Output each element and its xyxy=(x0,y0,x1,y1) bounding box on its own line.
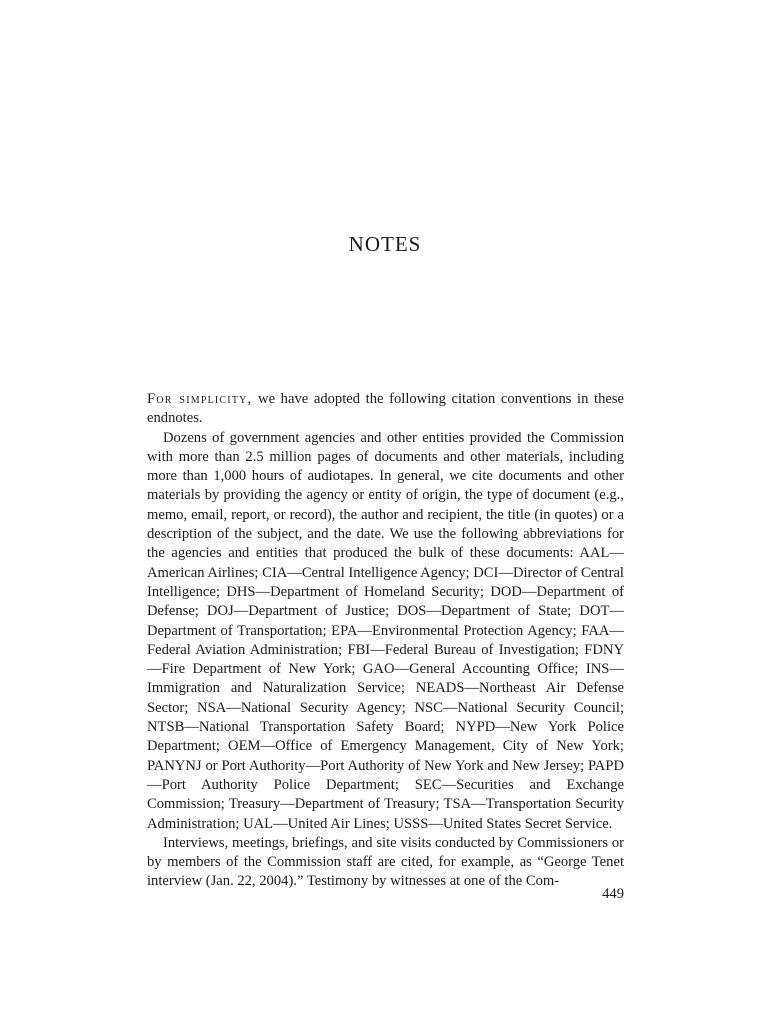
page-title: NOTES xyxy=(348,232,422,256)
lead-in-small-caps: For simplicity, xyxy=(147,391,253,407)
notes-body xyxy=(147,390,624,892)
intro-paragraph xyxy=(147,390,624,429)
page-number: 449 xyxy=(602,886,624,902)
abbreviations-paragraph: Dozens of government agencies and other entities provided the Commission with more than 2.5 million pages of documents and other materials, including more than 1,000 hours of audiotapes. In general, we cite documents and other materials by providing the agency or entity of origin, the type of document (e.g., memo, email, report, or record), the author and recipient, the title (in quotes) or a description of the subject, and the date. We use the following abbreviations for the agencies and entities that produced the bulk of these documents: AAL—American Airlines; CIA—Central Intelligence Agency; DCI—Director of Central Intelligence; DHS—Department of Homeland Security; DOD—Department of Defense; DOJ—Department of Justice; DOS—Department of State; DOT—Department of Transportation; EPA—Environmental Protection Agency; FAA—Federal Aviation Administration; FBI—Federal Bureau of Investigation; FDNY—Fire Department of New York; GAO—General Accounting Office; INS—Immigration and Naturalization Service; NEADS—Northeast Air Defense Sector; NSA—National Security Agency; NSC—National Security Council; NTSB—National Transportation Safety Board; NYPD—New York Police Department; OEM—Office of Emergency Management, City of New York; PANYNJ or Port Authority—Port Authority of New York and New Jersey; PAPD—Port Authority Police Department; SEC—Securities and Exchange Commission; Treasury—Department of Treasury; TSA—Transportation Security Administration; UAL—United Air Lines; USSS—United States Secret Service. xyxy=(147,429,624,832)
intro-paragraph-text: we have adopted the following citation conventions in these endnotes. xyxy=(147,391,625,427)
interviews-paragraph: Interviews, meetings, briefings, and site visits conducted by Commissioners or by members of the Commission staff are cited, for example, as “George Tenet interview (Jan. 22, 2004).” Testimony by witnesses at one of the Com- xyxy=(147,834,624,890)
